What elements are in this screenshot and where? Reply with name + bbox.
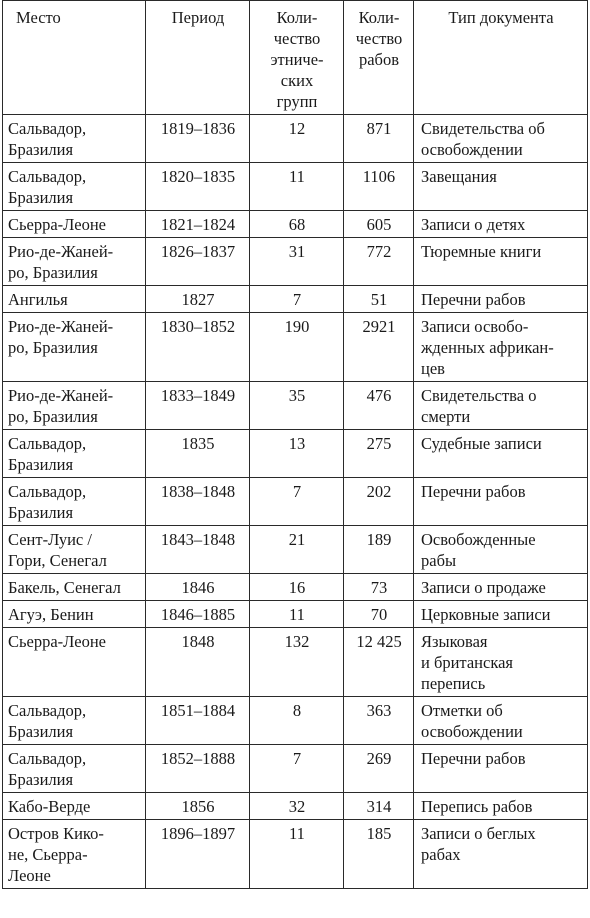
cell-document-type: Записи освобо- жденных африкан- цев: [414, 313, 588, 382]
cell-ethnic-groups: 11: [250, 163, 344, 211]
cell-document-type: Церковные записи: [414, 601, 588, 628]
table-row: [3, 574, 588, 601]
cell-place: Остров Кико- не, Сьерра- Леоне: [3, 820, 146, 889]
table-row: [3, 745, 588, 793]
cell-ethnic-groups: 11: [250, 820, 344, 889]
table-row: [3, 628, 588, 697]
cell-ethnic-groups: 16: [250, 574, 344, 601]
cell-period: 1843–1848: [146, 526, 250, 574]
cell-ethnic-groups: 12: [250, 115, 344, 163]
header-place: Место: [3, 1, 146, 115]
cell-period: 1851–1884: [146, 697, 250, 745]
cell-ethnic-groups: 7: [250, 478, 344, 526]
cell-slaves-count: 2921: [344, 313, 414, 382]
cell-place: Сент-Луис / Гори, Сенегал: [3, 526, 146, 574]
cell-slaves-count: 189: [344, 526, 414, 574]
table-row: [3, 820, 588, 889]
cell-slaves-count: 363: [344, 697, 414, 745]
cell-slaves-count: 73: [344, 574, 414, 601]
cell-slaves-count: 314: [344, 793, 414, 820]
cell-place: Сьерра-Леоне: [3, 211, 146, 238]
cell-ethnic-groups: 190: [250, 313, 344, 382]
cell-place: Бакель, Сенегал: [3, 574, 146, 601]
cell-document-type: Перепись рабов: [414, 793, 588, 820]
cell-slaves-count: 185: [344, 820, 414, 889]
cell-place: Сальвадор, Бразилия: [3, 478, 146, 526]
cell-ethnic-groups: 35: [250, 382, 344, 430]
table-row: [3, 697, 588, 745]
cell-slaves-count: 202: [344, 478, 414, 526]
cell-place: Кабо-Верде: [3, 793, 146, 820]
table-row: [3, 601, 588, 628]
table-row: [3, 286, 588, 313]
cell-place: Сальвадор, Бразилия: [3, 745, 146, 793]
cell-period: 1830–1852: [146, 313, 250, 382]
cell-place: Сальвадор, Бразилия: [3, 697, 146, 745]
cell-period: 1833–1849: [146, 382, 250, 430]
cell-slaves-count: 275: [344, 430, 414, 478]
cell-slaves-count: 70: [344, 601, 414, 628]
table-row: [3, 382, 588, 430]
cell-document-type: Перечни рабов: [414, 286, 588, 313]
cell-slaves-count: 605: [344, 211, 414, 238]
header-ethnic-groups: Коли- чество этниче- ских групп: [250, 1, 344, 115]
cell-slaves-count: 12 425: [344, 628, 414, 697]
cell-document-type: Завещания: [414, 163, 588, 211]
cell-ethnic-groups: 13: [250, 430, 344, 478]
table-row: [3, 211, 588, 238]
cell-ethnic-groups: 7: [250, 745, 344, 793]
cell-slaves-count: 269: [344, 745, 414, 793]
cell-ethnic-groups: 68: [250, 211, 344, 238]
table-row: [3, 163, 588, 211]
table-row: [3, 238, 588, 286]
cell-ethnic-groups: 21: [250, 526, 344, 574]
cell-slaves-count: 871: [344, 115, 414, 163]
cell-document-type: Тюремные книги: [414, 238, 588, 286]
table-row: [3, 478, 588, 526]
cell-slaves-count: 51: [344, 286, 414, 313]
cell-period: 1820–1835: [146, 163, 250, 211]
header-document-type: Тип документа: [414, 1, 588, 115]
slave-records-table: [2, 0, 588, 889]
cell-place: Сальвадор, Бразилия: [3, 115, 146, 163]
cell-place: Рио-де-Жаней- ро, Бразилия: [3, 382, 146, 430]
cell-document-type: Свидетельства об освобождении: [414, 115, 588, 163]
cell-period: 1846–1885: [146, 601, 250, 628]
cell-ethnic-groups: 31: [250, 238, 344, 286]
cell-ethnic-groups: 8: [250, 697, 344, 745]
table-header-row: [3, 1, 588, 115]
cell-period: 1856: [146, 793, 250, 820]
cell-place: Рио-де-Жаней- ро, Бразилия: [3, 313, 146, 382]
cell-period: 1821–1824: [146, 211, 250, 238]
cell-period: 1827: [146, 286, 250, 313]
cell-document-type: Языковая и британская перепись: [414, 628, 588, 697]
cell-document-type: Перечни рабов: [414, 745, 588, 793]
cell-period: 1826–1837: [146, 238, 250, 286]
cell-period: 1835: [146, 430, 250, 478]
cell-period: 1846: [146, 574, 250, 601]
cell-period: 1848: [146, 628, 250, 697]
cell-ethnic-groups: 32: [250, 793, 344, 820]
header-slaves-count: Коли- чество рабов: [344, 1, 414, 115]
table-row: [3, 430, 588, 478]
cell-slaves-count: 476: [344, 382, 414, 430]
cell-ethnic-groups: 7: [250, 286, 344, 313]
cell-document-type: Освобожденные рабы: [414, 526, 588, 574]
cell-slaves-count: 1106: [344, 163, 414, 211]
table-row: [3, 313, 588, 382]
table-row: [3, 793, 588, 820]
table-row: [3, 115, 588, 163]
cell-place: Агуэ, Бенин: [3, 601, 146, 628]
cell-ethnic-groups: 11: [250, 601, 344, 628]
cell-period: 1852–1888: [146, 745, 250, 793]
cell-document-type: Судебные записи: [414, 430, 588, 478]
cell-document-type: Отметки об освобождении: [414, 697, 588, 745]
table-row: [3, 526, 588, 574]
cell-document-type: Свидетельства о смерти: [414, 382, 588, 430]
header-period: Период: [146, 1, 250, 115]
cell-document-type: Записи о беглых рабах: [414, 820, 588, 889]
cell-place: Сальвадор, Бразилия: [3, 163, 146, 211]
cell-document-type: Перечни рабов: [414, 478, 588, 526]
cell-place: Рио-де-Жаней- ро, Бразилия: [3, 238, 146, 286]
cell-slaves-count: 772: [344, 238, 414, 286]
cell-document-type: Записи о детях: [414, 211, 588, 238]
cell-place: Ангилья: [3, 286, 146, 313]
cell-period: 1838–1848: [146, 478, 250, 526]
cell-place: Сьерра-Леоне: [3, 628, 146, 697]
cell-place: Сальвадор, Бразилия: [3, 430, 146, 478]
cell-period: 1896–1897: [146, 820, 250, 889]
cell-ethnic-groups: 132: [250, 628, 344, 697]
cell-period: 1819–1836: [146, 115, 250, 163]
cell-document-type: Записи о продаже: [414, 574, 588, 601]
